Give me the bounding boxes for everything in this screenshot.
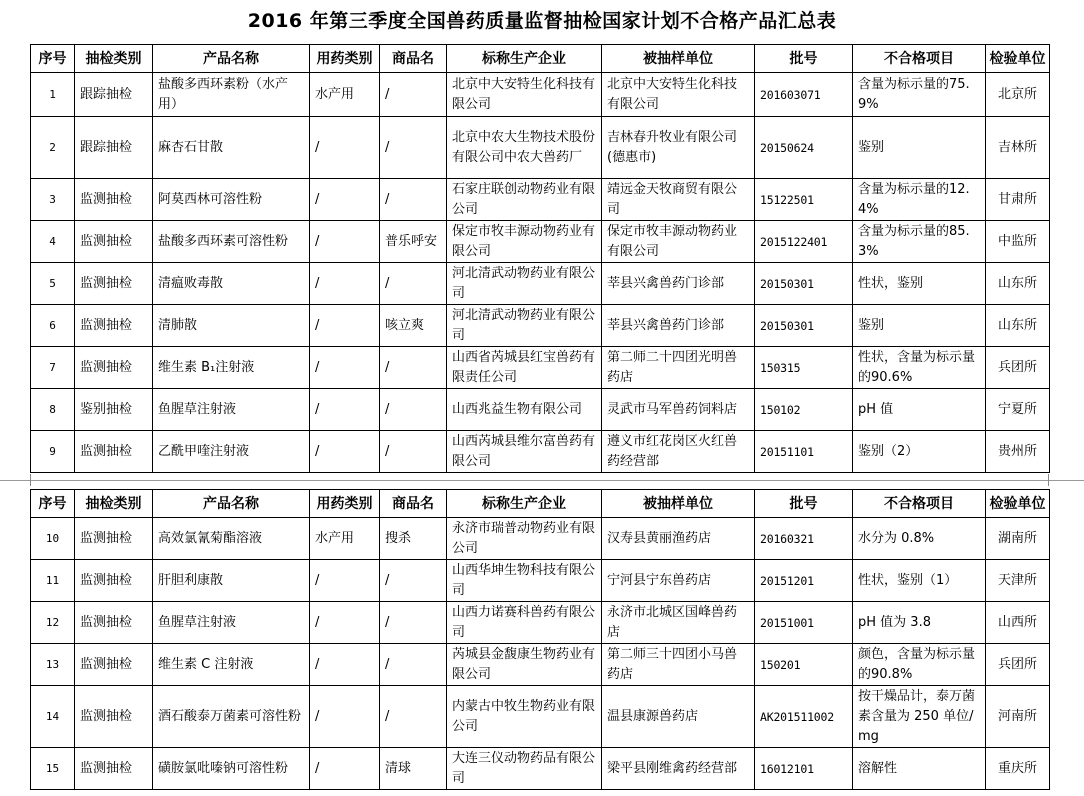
cell-type: 监测抽检: [75, 179, 153, 221]
cell-type: 监测抽检: [75, 221, 153, 263]
cell-lab: 北京所: [986, 73, 1050, 117]
cell-batch: 15122501: [755, 179, 853, 221]
cell-sampled: 灵武市马军兽药饲料店: [602, 389, 755, 431]
cell-fail: 含量为标示量的85.3%: [853, 221, 986, 263]
cell-lab: 天津所: [986, 560, 1050, 602]
cell-product: 磺胺氯吡嗪钠可溶性粉: [153, 748, 310, 790]
cell-sampled: 遵义市红花岗区火红兽药经营部: [602, 431, 755, 473]
header-type: 抽检类别: [75, 45, 153, 73]
cell-type: 监测抽检: [75, 431, 153, 473]
cell-type: 监测抽检: [75, 305, 153, 347]
cell-product: 高效氯氰菊酯溶液: [153, 518, 310, 560]
cell-batch: 150315: [755, 347, 853, 389]
cell-usage: /: [310, 221, 380, 263]
cell-sampled: 宁河县宁东兽药店: [602, 560, 755, 602]
header-lab: 检验单位: [986, 490, 1050, 518]
cell-type: 监测抽检: [75, 263, 153, 305]
cell-usage: /: [310, 305, 380, 347]
table-row: [31, 221, 1050, 263]
cell-brand: /: [380, 686, 447, 748]
table-row: [31, 602, 1050, 644]
cell-seq: 4: [31, 221, 75, 263]
cell-sampled: 莘县兴禽兽药门诊部: [602, 305, 755, 347]
cell-seq: 7: [31, 347, 75, 389]
table-row: [31, 347, 1050, 389]
cell-sampled: 永济市北城区国峰兽药店: [602, 602, 755, 644]
table-row: [31, 179, 1050, 221]
cell-brand: /: [380, 644, 447, 686]
header-brand: 商品名: [380, 490, 447, 518]
cell-brand: /: [380, 560, 447, 602]
cell-type: 跟踪抽检: [75, 117, 153, 179]
cell-brand: /: [380, 117, 447, 179]
cell-seq: 8: [31, 389, 75, 431]
cell-fail: 溶解性: [853, 748, 986, 790]
cell-product: 鱼腥草注射液: [153, 389, 310, 431]
cell-batch: 150201: [755, 644, 853, 686]
table-row: [31, 263, 1050, 305]
table-row: [31, 686, 1050, 748]
cell-sampled: 第二师二十四团光明兽药店: [602, 347, 755, 389]
header-product: 产品名称: [153, 45, 310, 73]
cell-maker: 芮城县金馥康生物药业有限公司: [447, 644, 602, 686]
cell-fail: 含量为标示量的75.9%: [853, 73, 986, 117]
cell-product: 清肺散: [153, 305, 310, 347]
cell-product: 麻杏石甘散: [153, 117, 310, 179]
cell-usage: /: [310, 644, 380, 686]
header-product: 产品名称: [153, 490, 310, 518]
cell-fail: 鉴别（2）: [853, 431, 986, 473]
cell-usage: /: [310, 263, 380, 305]
cell-type: 监测抽检: [75, 644, 153, 686]
cell-fail: 水分为 0.8%: [853, 518, 986, 560]
cell-sampled: 北京中大安特生化科技有限公司: [602, 73, 755, 117]
table-row: [31, 305, 1050, 347]
cell-type: 监测抽检: [75, 347, 153, 389]
cell-fail: 性状，鉴别: [853, 263, 986, 305]
cell-seq: 12: [31, 602, 75, 644]
header-sampled: 被抽样单位: [602, 490, 755, 518]
cell-batch: 20150301: [755, 263, 853, 305]
cell-seq: 13: [31, 644, 75, 686]
cell-sampled: 莘县兴禽兽药门诊部: [602, 263, 755, 305]
cell-sampled: 吉林春升牧业有限公司(德惠市): [602, 117, 755, 179]
cell-brand: /: [380, 431, 447, 473]
cell-lab: 重庆所: [986, 748, 1050, 790]
cell-brand: /: [380, 389, 447, 431]
cell-maker: 大连三仪动物药品有限公司: [447, 748, 602, 790]
cell-seq: 10: [31, 518, 75, 560]
cell-product: 维生素 C 注射液: [153, 644, 310, 686]
cell-seq: 3: [31, 179, 75, 221]
cell-product: 盐酸多西环素可溶性粉: [153, 221, 310, 263]
table-row: [31, 389, 1050, 431]
cell-sampled: 保定市牧丰源动物药业有限公司: [602, 221, 755, 263]
cell-product: 酒石酸泰万菌素可溶性粉: [153, 686, 310, 748]
cell-batch: 20151001: [755, 602, 853, 644]
cell-product: 乙酰甲喹注射液: [153, 431, 310, 473]
cell-fail: 性状，鉴别（1）: [853, 560, 986, 602]
cell-usage: /: [310, 179, 380, 221]
cell-brand: 清球: [380, 748, 447, 790]
header-maker: 标称生产企业: [447, 490, 602, 518]
cell-batch: 2015122401: [755, 221, 853, 263]
cell-brand: /: [380, 179, 447, 221]
cell-maker: 内蒙古中牧生物药业有限公司: [447, 686, 602, 748]
cell-batch: 20151101: [755, 431, 853, 473]
cell-fail: 鉴别: [853, 305, 986, 347]
cell-product: 鱼腥草注射液: [153, 602, 310, 644]
cell-type: 监测抽检: [75, 686, 153, 748]
cell-maker: 永济市瑞普动物药业有限公司: [447, 518, 602, 560]
cell-lab: 甘肃所: [986, 179, 1050, 221]
cell-brand: /: [380, 263, 447, 305]
cell-brand: 搜杀: [380, 518, 447, 560]
cell-lab: 河南所: [986, 686, 1050, 748]
cell-sampled: 梁平县刚维禽药经营部: [602, 748, 755, 790]
header-usage: 用药类别: [310, 45, 380, 73]
cell-type: 监测抽检: [75, 560, 153, 602]
header-sampled: 被抽样单位: [602, 45, 755, 73]
cell-sampled: 温县康源兽药店: [602, 686, 755, 748]
cell-sampled: 靖远金天牧商贸有限公司: [602, 179, 755, 221]
cell-lab: 宁夏所: [986, 389, 1050, 431]
page-break-mark-right: [1048, 474, 1049, 486]
cell-product: 阿莫西林可溶性粉: [153, 179, 310, 221]
cell-type: 监测抽检: [75, 602, 153, 644]
header-lab: 检验单位: [986, 45, 1050, 73]
cell-usage: /: [310, 560, 380, 602]
cell-lab: 山东所: [986, 263, 1050, 305]
header-fail: 不合格项目: [853, 490, 986, 518]
table-row: [31, 73, 1050, 117]
cell-fail: pH 值为 3.8: [853, 602, 986, 644]
cell-lab: 湖南所: [986, 518, 1050, 560]
cell-lab: 兵团所: [986, 347, 1050, 389]
cell-seq: 11: [31, 560, 75, 602]
table-row: [31, 117, 1050, 179]
table-row: [31, 431, 1050, 473]
cell-batch: 150102: [755, 389, 853, 431]
cell-brand: /: [380, 602, 447, 644]
cell-batch: 20150301: [755, 305, 853, 347]
header-seq: 序号: [31, 45, 75, 73]
table-row: [31, 518, 1050, 560]
cell-maker: 河北清武动物药业有限公司: [447, 305, 602, 347]
cell-usage: 水产用: [310, 518, 380, 560]
cell-maker: 石家庄联创动物药业有限公司: [447, 179, 602, 221]
cell-fail: 按干燥品计，泰万菌素含量为 250 单位/mg: [853, 686, 986, 748]
header-batch: 批号: [755, 490, 853, 518]
cell-seq: 1: [31, 73, 75, 117]
cell-fail: 含量为标示量的12.4%: [853, 179, 986, 221]
page-title: 2016 年第三季度全国兽药质量监督抽检国家计划不合格产品汇总表: [247, 10, 837, 32]
cell-seq: 14: [31, 686, 75, 748]
cell-seq: 5: [31, 263, 75, 305]
cell-maker: 山西芮城县维尔富兽药有限公司: [447, 431, 602, 473]
cell-usage: /: [310, 431, 380, 473]
cell-maker: 山西兆益生物有限公司: [447, 389, 602, 431]
cell-seq: 15: [31, 748, 75, 790]
cell-lab: 吉林所: [986, 117, 1050, 179]
cell-usage: /: [310, 748, 380, 790]
cell-usage: /: [310, 117, 380, 179]
cell-batch: AK201511002: [755, 686, 853, 748]
table-row: [31, 560, 1050, 602]
header-brand: 商品名: [380, 45, 447, 73]
cell-seq: 9: [31, 431, 75, 473]
report-table-part-2: [30, 489, 1050, 790]
cell-batch: 201603071: [755, 73, 853, 117]
cell-lab: 兵团所: [986, 644, 1050, 686]
cell-product: 盐酸多西环素粉（水产用）: [153, 73, 310, 117]
cell-maker: 保定市牧丰源动物药业有限公司: [447, 221, 602, 263]
cell-type: 跟踪抽检: [75, 73, 153, 117]
cell-sampled: 第二师三十四团小马兽药店: [602, 644, 755, 686]
cell-brand: 普乐呼安: [380, 221, 447, 263]
cell-lab: 山东所: [986, 305, 1050, 347]
report-table-part-1: [30, 44, 1050, 473]
cell-fail: pH 值: [853, 389, 986, 431]
cell-type: 鉴别抽检: [75, 389, 153, 431]
cell-product: 清瘟败毒散: [153, 263, 310, 305]
page-break-mark-left: [30, 474, 31, 486]
cell-maker: 山西华坤生物科技有限公司: [447, 560, 602, 602]
cell-fail: 颜色，含量为标示量的90.8%: [853, 644, 986, 686]
cell-lab: 贵州所: [986, 431, 1050, 473]
cell-brand: 咳立爽: [380, 305, 447, 347]
cell-maker: 北京中大安特生化科技有限公司: [447, 73, 602, 117]
table-row: [31, 748, 1050, 790]
cell-maker: 山西省芮城县红宝兽药有限责任公司: [447, 347, 602, 389]
header-fail: 不合格项目: [853, 45, 986, 73]
cell-batch: 20150624: [755, 117, 853, 179]
cell-lab: 山西所: [986, 602, 1050, 644]
cell-fail: 性状，含量为标示量的90.6%: [853, 347, 986, 389]
header-batch: 批号: [755, 45, 853, 73]
cell-type: 监测抽检: [75, 748, 153, 790]
cell-sampled: 汉寿县黄丽渔药店: [602, 518, 755, 560]
cell-seq: 6: [31, 305, 75, 347]
cell-type: 监测抽检: [75, 518, 153, 560]
cell-batch: 16012101: [755, 748, 853, 790]
header-type: 抽检类别: [75, 490, 153, 518]
cell-maker: 北京中农大生物技术股份有限公司中农大兽药厂: [447, 117, 602, 179]
header-seq: 序号: [31, 490, 75, 518]
cell-usage: /: [310, 347, 380, 389]
cell-batch: 20160321: [755, 518, 853, 560]
cell-product: 维生素 B₁注射液: [153, 347, 310, 389]
page-break-divider: [0, 480, 1084, 481]
cell-usage: /: [310, 389, 380, 431]
cell-fail: 鉴别: [853, 117, 986, 179]
cell-seq: 2: [31, 117, 75, 179]
cell-maker: 河北清武动物药业有限公司: [447, 263, 602, 305]
cell-brand: /: [380, 73, 447, 117]
cell-usage: /: [310, 602, 380, 644]
table-header-row: [31, 45, 1050, 73]
header-usage: 用药类别: [310, 490, 380, 518]
cell-lab: 中监所: [986, 221, 1050, 263]
table-row: [31, 644, 1050, 686]
table-header-row: [31, 490, 1050, 518]
cell-maker: 山西力诺赛科兽药有限公司: [447, 602, 602, 644]
cell-product: 肝胆利康散: [153, 560, 310, 602]
cell-brand: /: [380, 347, 447, 389]
cell-batch: 20151201: [755, 560, 853, 602]
cell-usage: /: [310, 686, 380, 748]
cell-usage: 水产用: [310, 73, 380, 117]
header-maker: 标称生产企业: [447, 45, 602, 73]
